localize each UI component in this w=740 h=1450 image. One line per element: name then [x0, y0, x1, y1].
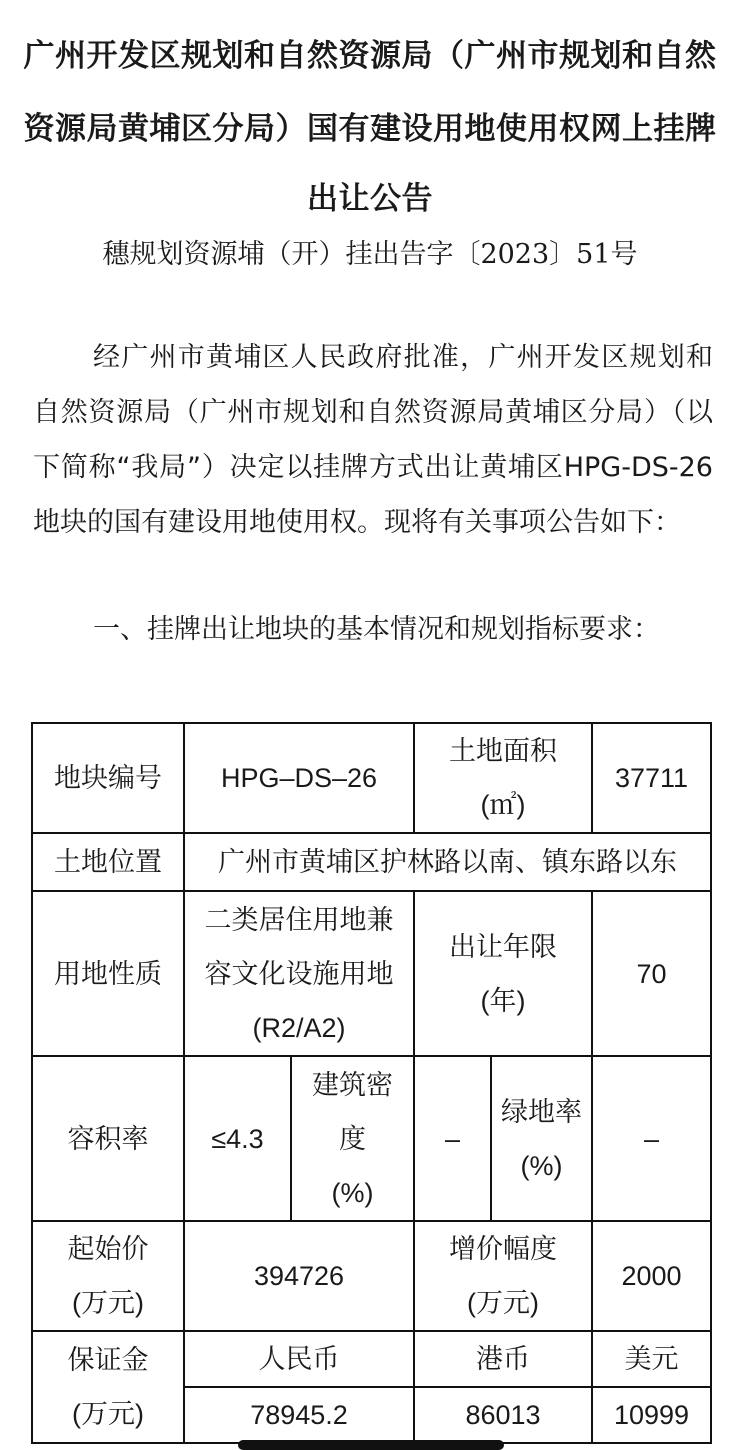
announcement-title-line-3: 出让公告: [307, 181, 433, 217]
section-heading: 一、挂牌出让地块的基本情况和规划指标要求：: [93, 614, 660, 645]
home-indicator[interactable]: [238, 1440, 504, 1450]
land-use-label: 用地性质: [32, 891, 184, 1056]
land-area-value: 37711: [592, 723, 711, 833]
density-value: –: [414, 1056, 491, 1221]
term-label: [414, 891, 592, 1056]
table-row: [32, 891, 711, 1056]
green-ratio-value: –: [592, 1056, 711, 1221]
land-use-value-line-2: 容文化设施用地: [204, 958, 394, 989]
parcel-no-label: 地块编号: [32, 723, 184, 833]
green-ratio-label-text: 绿地率: [501, 1096, 582, 1127]
density-label-line-2: 度: [339, 1123, 366, 1154]
document-number: 穗规划资源埔（开）挂出告字〔2023〕51号: [102, 239, 638, 270]
increment-unit: (万元): [467, 1288, 539, 1318]
increment-value: 2000: [592, 1221, 711, 1331]
start-price-label: [32, 1221, 184, 1331]
start-price-label-text: 起始价: [67, 1234, 149, 1264]
deposit-unit: (万元): [72, 1399, 144, 1429]
green-ratio-label: [491, 1056, 592, 1221]
land-area-unit: (㎡): [480, 790, 526, 820]
table-row: [32, 723, 711, 833]
land-parcel-table: [31, 722, 712, 1444]
density-label-line-3: (%): [331, 1177, 374, 1208]
land-use-value-line-1: 二类居住用地兼: [204, 904, 394, 935]
land-use-value: [184, 891, 414, 1056]
table-row: [32, 1221, 711, 1331]
usd-value: 10999: [592, 1387, 711, 1443]
density-label: [291, 1056, 414, 1221]
deposit-label: [32, 1331, 184, 1443]
green-ratio-unit: (%): [520, 1150, 563, 1181]
deposit-label-text: 保证金: [67, 1345, 149, 1375]
announcement-title-line-2: 资源局黄埔区分局）国有建设用地使用权网上挂牌: [23, 111, 717, 147]
location-value: 广州市黄埔区护林路以南、镇东路以东: [184, 833, 711, 891]
table-row: [32, 833, 711, 891]
term-value: 70: [592, 891, 711, 1056]
density-label-line-1: 建筑密: [312, 1069, 393, 1100]
parcel-no-value: HPG–DS–26: [184, 723, 414, 833]
land-area-label-text: 土地面积: [449, 736, 557, 766]
increment-label: [414, 1221, 592, 1331]
land-area-label: [414, 723, 592, 833]
land-use-value-line-3: (R2/A2): [252, 1012, 346, 1043]
table-row: [32, 1331, 711, 1387]
hkd-value: 86013: [414, 1387, 592, 1443]
hkd-label: 港币: [414, 1331, 592, 1387]
location-label: 土地位置: [32, 833, 184, 891]
start-price-unit: (万元): [72, 1288, 144, 1318]
announcement-title-line-1: 广州开发区规划和自然资源局（广州市规划和自然: [23, 38, 717, 74]
far-label: 容积率: [32, 1056, 184, 1221]
rmb-label: 人民币: [184, 1331, 414, 1387]
intro-paragraph: 经广州市黄埔区人民政府批准，广州开发区规划和自然资源局（广州市规划和自然资源局黄埔区分局）（以下简称“我局”）决定以挂牌方式出让黄埔区HPG-DS-26地块的国有建设用地使用权。现将有关事项公告如下：: [33, 342, 713, 538]
start-price-value: 394726: [184, 1221, 414, 1331]
table-row: [32, 1056, 711, 1221]
term-unit: (年): [480, 985, 526, 1016]
far-value: ≤4.3: [184, 1056, 291, 1221]
usd-label: 美元: [592, 1331, 711, 1387]
increment-label-text: 增价幅度: [449, 1234, 557, 1264]
rmb-value: 78945.2: [184, 1387, 414, 1443]
term-label-text: 出让年限: [449, 931, 557, 962]
